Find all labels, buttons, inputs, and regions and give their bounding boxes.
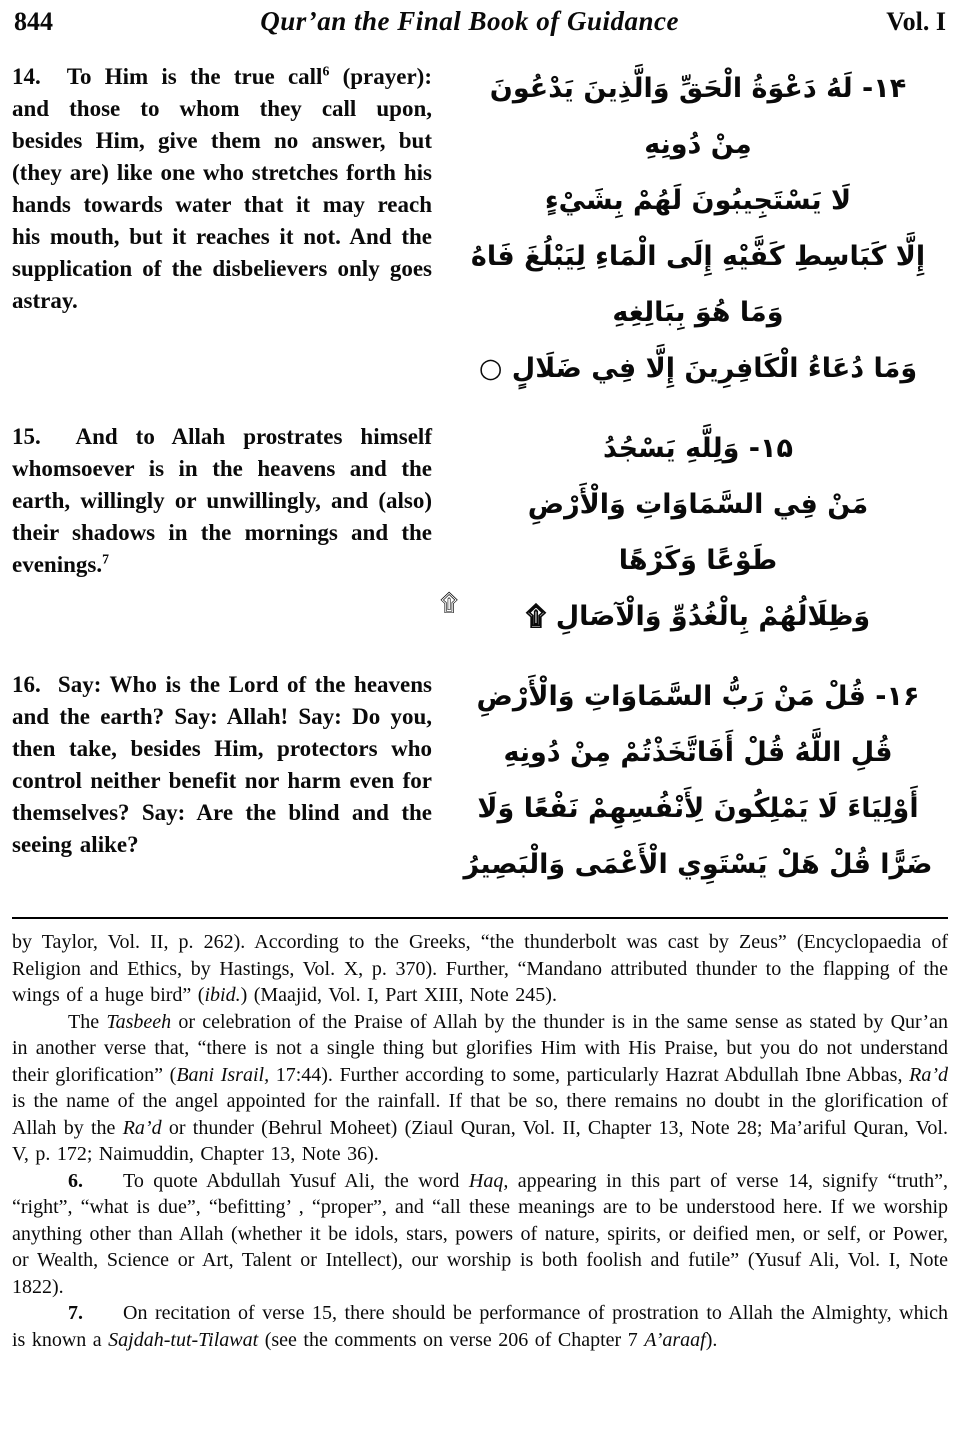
volume-label: Vol. I [886, 7, 946, 36]
book-title: Qur’an the Final Book of Guidance [260, 6, 680, 36]
footnote-divider [12, 917, 948, 919]
footnote-7: 7. On recitation of verse 15, there should be performance of prostration to Allah the Almighty, which is known a Sajdah-tut-Tilawat (see the comments on verse 206 of Chapter 7 A’araaf). [12, 1302, 948, 1351]
arabic-line: ۱۵- وَلِلَّهِ يَسْجُدُ [603, 433, 793, 464]
page-header [12, 6, 948, 37]
arabic-line: لَا يَسْتَجِيبُونَ لَهُمْ بِشَيْءٍ [544, 185, 852, 216]
arabic-line: مِنْ دُونِهِ [644, 129, 752, 160]
arabic-line: ۱۴- لَهُ دَعْوَةُ الْحَقِّ وَالَّذِينَ يَدْعُونَ [489, 73, 907, 104]
verse-row-14 [12, 61, 948, 397]
arabic-line: طَوْعًا وَكَرْهًا [618, 545, 778, 576]
arabic-line: قُلِ اللَّهُ قُلْ أَفَاتَّخَذْتُمْ مِنْ دُونِهِ [503, 737, 893, 768]
arabic-line: ضَرًّا قُلْ هَلْ يَسْتَوِي الْأَعْمَى وَالْبَصِيرُ [463, 849, 933, 880]
arabic-line: ۱۶- قُلْ مَنْ رَبُّ السَّمَاوَاتِ وَالْأَرْضِ [476, 681, 920, 712]
footnote-6: 6. To quote Abdullah Yusuf Ali, the word Haq, appearing in this part of verse 14, signify “truth”, “right”, “what is due”, “befitting’ , “proper”, and “all these meanings are to be understood here. If we worship anything other than Allah (whether it be idols, stars, powers of nature, spirits, or deified men, or self, or Power, or Wealth, Science or Art, Talent or Intellect), our worship is both foolish and futile” (Yusuf Ali, Vol. I, Note 1822). [12, 1169, 948, 1298]
arabic-line: أَوْلِيَاءَ لَا يَمْلِكُونَ لِأَنْفُسِهِمْ نَفْعًا وَلَا [477, 793, 919, 824]
verse-15-arabic [448, 421, 948, 645]
verse-16-arabic [448, 669, 948, 893]
arabic-line: وَمَا دُعَاءُ الْكَافِرِينَ إِلَّا فِي ضَلَالٍ ○ [478, 353, 918, 384]
arabic-line: وَظِلَالُهُمْ بِالْغُدُوِّ وَالْآصَالِ ۩ [525, 601, 871, 632]
verse-row-15 [12, 421, 948, 645]
arabic-line: إِلَّا كَبَاسِطِ كَفَّيْهِ إِلَى الْمَاءِ لِيَبْلُغَ فَاهُ [470, 241, 926, 272]
footnote-continuation: by Taylor, Vol. II, p. 262). According to the Greeks, “the thunderbolt was cast by Zeus” (Encyclopaedia of Religion and Ethics, by Hastings, Vol. X, p. 370). Further, “Mandano attributed thunder to the flapping of the wings of a huge bird” (ibid.) (Maajid, Vol. I, Part XIII, Note 245). [12, 931, 948, 1006]
arabic-line: وَمَا هُوَ بِبَالِغِهِ [612, 297, 784, 328]
verse-16-translation: 16. Say: Who is the Lord of the heavens and the earth? Say: Allah! Say: Do you, then take, besides Him, protectors who control neither benefit nor harm even for themselves? Say: Are the blind and the seeing alike? [12, 672, 432, 857]
verses-section [12, 61, 948, 893]
footnotes-section [12, 929, 948, 1353]
arabic-line: مَنْ فِي السَّمَاوَاتِ وَالْأَرْضِ [527, 489, 869, 520]
verse-14-arabic [448, 61, 948, 397]
verse-row-16 [12, 669, 948, 893]
footnote-tasbeeh-paragraph: The Tasbeeh or celebration of the Praise of Allah by the thunder is in the same sense as stated by Qur’an in another verse that, “there is not a single thing but glorifies Him with His Praise, but you do not understand their glorification” (Bani Israil, 17:44). Further according to some, particularly Hazrat Abdullah Ibne Abbas, Ra’d is the name of the angel appointed for the rainfall. If that be so, there remains no doubt in the glorification of Allah by the Ra’d or thunder (Behrul Moheet) (Ziaul Quran, Vol. II, Chapter 13, Note 28; Ma’ariful Quran, Vol. V, p. 172; Naimuddin, Chapter 13, Note 36). [12, 1010, 948, 1165]
page-number: 844 [14, 7, 53, 36]
verse-15-translation: 15. And to Allah prostrates himself whomsoever is in the heavens and the earth, willingly or unwillingly, and (also) their shadows in the mornings and the evenings.$^7$ [12, 424, 432, 577]
sajdah-margin-mark: ۩ [440, 589, 459, 617]
verse-14-translation: 14. To Him is the true call$^6$ (prayer): and those to whom they call upon, besides Him, give them no answer, but (they are) like one who stretches forth his hands towards water that it may reach his mouth, but it reaches it not. And the supplication of the disbelievers only goes astray. [12, 63, 432, 313]
